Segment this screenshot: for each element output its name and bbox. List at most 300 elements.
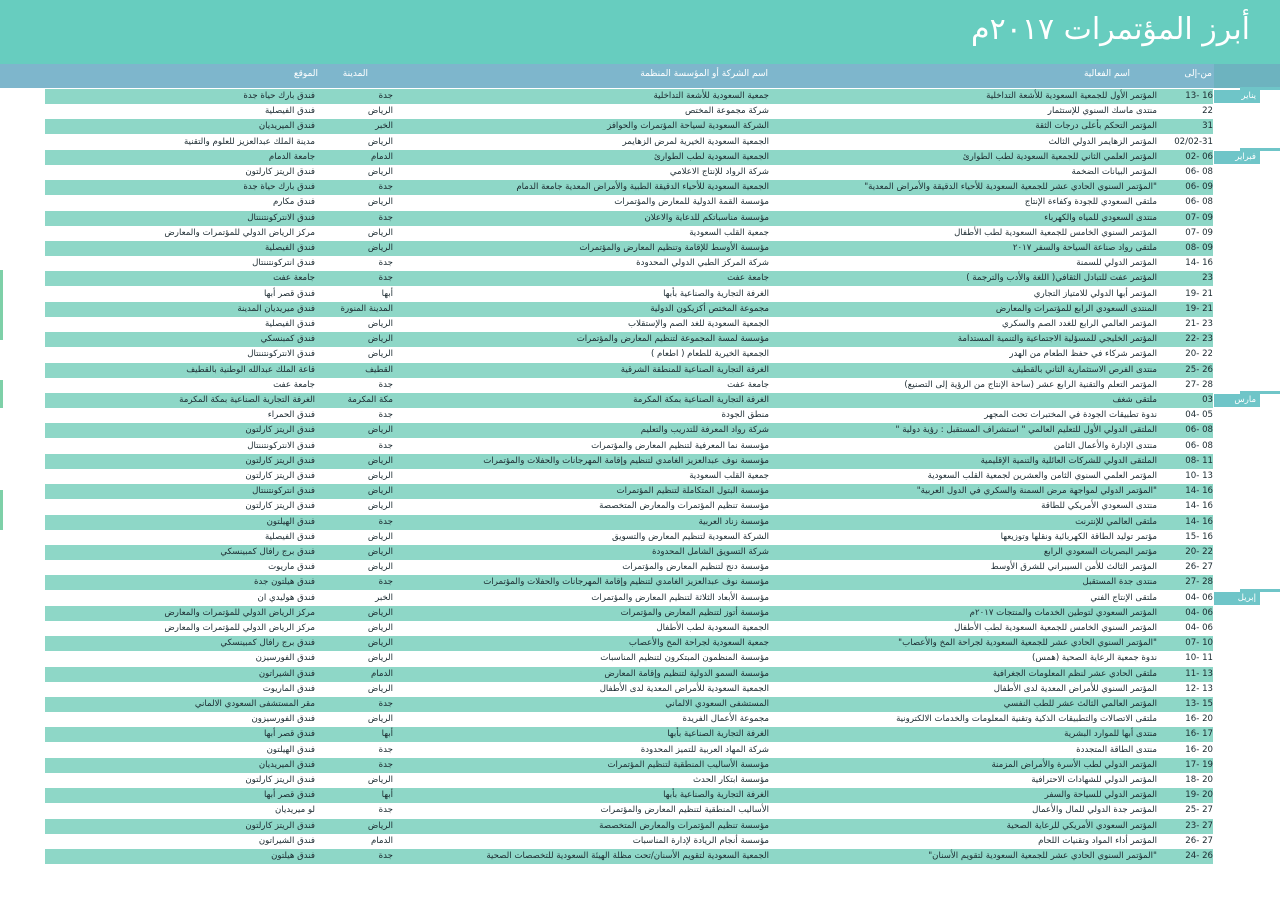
cell-venue: فندق الشيراتون xyxy=(258,668,315,679)
cell-date: 02/02-31 xyxy=(1174,136,1213,147)
cell-event: منتدى الطاقة المتجددة xyxy=(1076,744,1157,755)
cell-date: 16- 20 xyxy=(1185,714,1213,725)
cell-event: المؤتمر السنوي الخامس للجمعية السعودية لطب الأطفال xyxy=(954,623,1157,633)
cell-date: 20- 22 xyxy=(1185,547,1213,557)
cell-date: 07- 09 xyxy=(1185,212,1213,223)
cell-date: 23 xyxy=(1202,273,1213,284)
cell-city: الرياض xyxy=(367,562,393,573)
cell-event: منتدى ماسك السنوي للإستثمار xyxy=(1047,106,1157,117)
cell-org: مؤسسة الأوسط للإقامة وتنظيم المعارض والمؤتمرات xyxy=(579,243,769,253)
table-row xyxy=(45,834,1213,849)
cell-venue: فندق ماريوت xyxy=(268,562,315,573)
cell-org: مؤسسة تنظيم المؤتمرات والمعارض المتخصصة xyxy=(599,820,769,831)
month-label: إبريل xyxy=(1214,592,1260,605)
left-edge-mark xyxy=(0,490,3,530)
cell-org: جامعة عفت xyxy=(727,379,769,390)
cell-date: 14- 16 xyxy=(1185,486,1213,497)
cell-org: مؤسسة المنظمون المبتكرون لتنظيم المناسبات xyxy=(600,653,769,664)
cell-event: ملتقى شغف xyxy=(1112,395,1157,405)
cell-date: 16- 17 xyxy=(1185,729,1213,740)
cell-city: الرياض xyxy=(367,334,393,345)
cell-org: المستشفى السعودي الالماني xyxy=(665,699,769,709)
cell-date: 04- 06 xyxy=(1185,607,1213,618)
cell-venue: مركز الرياض الدولي للمؤتمرات والمعارض xyxy=(164,607,315,618)
cell-org: مؤسسة أنجام الريادة لإدارة المناسبات xyxy=(632,835,769,846)
cell-venue: فندق الريتز كارلتون xyxy=(245,167,315,177)
cell-city: الرياض xyxy=(367,197,393,208)
cell-city: أبها xyxy=(381,288,393,299)
month-divider xyxy=(1240,391,1280,394)
cell-org: مؤسسة القمة الدولية للمعارض والمؤتمرات xyxy=(614,197,769,208)
table-row xyxy=(45,271,1213,286)
cell-event: المؤتمر جدة الدولي للمال والأعمال xyxy=(1032,805,1157,816)
cell-org: الجمعية الخيرية للطعام ( اطعام ) xyxy=(650,349,769,360)
cell-org: مؤسسة ابتكار الحدث xyxy=(692,775,769,785)
cell-date: 23- 27 xyxy=(1185,820,1213,831)
table-row xyxy=(45,636,1213,651)
table-row xyxy=(45,287,1213,302)
cell-event: "المؤتمر السنوي الحادي عشر للجمعية السعودية لجراحة المخ والأعصاب" xyxy=(898,638,1157,649)
left-edge-mark xyxy=(0,270,3,340)
cell-venue: فندق الريتز كارلتون xyxy=(245,775,315,785)
cell-org: شركة الرواد للإنتاج الاعلامي xyxy=(669,167,769,177)
cell-city: جدة xyxy=(378,699,393,709)
table-row xyxy=(45,104,1213,119)
table-row xyxy=(45,591,1213,606)
cell-date: 17- 19 xyxy=(1185,759,1213,770)
cell-date: 25- 27 xyxy=(1185,805,1213,816)
cell-event: ندوة تطبيقات الجودة في المختبرات تحت المجهر xyxy=(984,410,1157,421)
cell-event: المؤتمر السنوي الخامس للجمعية السعودية لطب الأطفال xyxy=(954,227,1157,238)
cell-city: الرياض xyxy=(367,167,393,177)
cell-city: جدة xyxy=(378,410,393,421)
cell-city: الرياض xyxy=(367,653,393,664)
cell-venue: فندق الميريديان xyxy=(258,759,315,770)
cell-org: مؤسسة الأساليب المنطقية لتنظيم المؤتمرات xyxy=(607,759,769,770)
table-row xyxy=(45,575,1213,590)
cell-venue: فندق برج رافال كمبينسكي xyxy=(220,638,315,649)
cell-org: الغرفة التجارية الصناعية بمكة المكرمة xyxy=(633,395,769,405)
cell-venue: لو ميريديان xyxy=(275,805,315,816)
cell-city: الرياض xyxy=(367,547,393,557)
table-row xyxy=(45,651,1213,666)
cell-date: 22- 23 xyxy=(1185,334,1213,345)
cell-venue: فندق الانتركونتننتال xyxy=(247,349,315,360)
table-row xyxy=(45,560,1213,575)
cell-event: المؤتمر الأول للجمعية السعودية للأشعة التداخلية xyxy=(986,91,1157,101)
cell-event: ملتقى الحادي عشر لنظم المعلومات الجغرافية xyxy=(992,668,1157,679)
cell-city: الرياض xyxy=(367,607,393,618)
cell-event: المؤتمر البيانات الضخمة xyxy=(1071,167,1157,177)
cell-date: 21- 23 xyxy=(1185,319,1213,329)
cell-event: المؤتمر الدولي للشهادات الاحترافية xyxy=(1031,775,1157,785)
cell-org: جمعية السعودية للأشعة التداخلية xyxy=(653,91,769,101)
cell-org: شركة المهاد العربية للتميز المحدودة xyxy=(640,744,769,755)
cell-date: 10- 11 xyxy=(1185,653,1213,664)
header-city: المدينة xyxy=(342,69,368,79)
cell-org: الأساليب المنطقية لتنظيم المعارض والمؤتمرات xyxy=(600,805,769,816)
table-row xyxy=(45,317,1213,332)
cell-date: 22 xyxy=(1202,106,1213,117)
month-label: فبراير xyxy=(1214,151,1260,164)
cell-org: مؤسسة الأبعاد الثلاثة لتنظيم المعارض والمؤتمرات xyxy=(591,592,769,603)
cell-venue: مركز الرياض الدولي للمؤتمرات والمعارض xyxy=(164,623,315,633)
cell-event: الملتقى الدولي الأول للتعليم العالمي " استشراف المستقبل : رؤية دولية " xyxy=(895,425,1157,436)
cell-date: 11- 13 xyxy=(1185,668,1213,679)
cell-date: 25- 26 xyxy=(1185,364,1213,375)
table-row xyxy=(45,606,1213,621)
cell-event: ملتقى رواد صناعة السياحة والسفر ٢٠١٧ xyxy=(1012,243,1157,253)
cell-org: مؤسسة دنج لتنظيم المعارض والمؤتمرات xyxy=(622,562,769,573)
cell-date: 19- 21 xyxy=(1185,288,1213,299)
cell-date: 15- 16 xyxy=(1185,531,1213,542)
cell-event: ملتقى العالمي للإنترنت xyxy=(1075,516,1157,527)
cell-event: "المؤتمر الدولي لمواجهة مرض السمنة والسكري في الدول العربية" xyxy=(916,486,1157,497)
cell-city: الرياض xyxy=(367,471,393,481)
cell-city: الرياض xyxy=(367,531,393,542)
table-row xyxy=(45,667,1213,682)
cell-date: 06- 09 xyxy=(1185,182,1213,193)
header-org: اسم الشركة أو المؤسسة المنظمة xyxy=(640,69,768,79)
month-label: مارس xyxy=(1214,394,1260,407)
cell-event: المؤتمر الدولي للسياحة والسفر xyxy=(1044,790,1157,801)
cell-date: 20- 22 xyxy=(1185,349,1213,360)
cell-event: المؤتمر العالمي الثالث عشر للطب النفسي xyxy=(1003,699,1157,709)
cell-org: الجمعية السعودية لطب الطوارئ xyxy=(653,151,769,162)
table-row xyxy=(45,119,1213,134)
cell-org: مؤسسة نوف عبدالعزيز الغامدي لتنظيم وإقامة المهرجانات والحفلات والمؤتمرات xyxy=(483,455,769,466)
cell-event: المؤتمر أبها الدولي للامتياز التجاري xyxy=(1033,288,1157,299)
cell-venue: فندق بارك حياة جدة xyxy=(243,91,315,101)
cell-city: الرياض xyxy=(367,349,393,360)
table-row xyxy=(45,226,1213,241)
cell-city: الرياض xyxy=(367,243,393,253)
cell-event: ملتقى الاتصالات والتطبيقات الذكية وتقنية المعلومات والخدمات الالكترونية xyxy=(896,714,1157,725)
cell-org: مؤسسة نوف عبدالعزيز الغامدي لتنظيم وإقامة المهرجانات والحفلات والمؤتمرات xyxy=(483,577,769,588)
cell-date: 08- 11 xyxy=(1185,455,1213,466)
cell-venue: فندق الانتركونتننتال xyxy=(247,212,315,223)
cell-venue: جامعة عفت xyxy=(273,273,315,284)
cell-event: المؤتمر عفت للتبادل الثقافي( اللغة والأدب والترجمة ) xyxy=(966,273,1157,284)
table-row xyxy=(45,347,1213,362)
cell-venue: فندق الشيراتون xyxy=(258,835,315,846)
cell-org: جمعية السعودية لجراحة المخ والأعصاب xyxy=(628,638,769,649)
cell-org: مؤسسة مناسباتكم للدعاية والاعلان xyxy=(644,212,769,223)
cell-venue: فندق الفيصلية xyxy=(264,531,315,542)
cell-venue: فندق هيلتون xyxy=(271,851,315,861)
cell-date: 14- 16 xyxy=(1185,258,1213,269)
cell-city: مكة المكرمة xyxy=(347,395,393,405)
cell-org: الغرفة التجارية والصناعية بأبها xyxy=(663,790,769,801)
table-row xyxy=(45,530,1213,545)
cell-event: المؤتمر العالمي الرابع للغدد الصم والسكري xyxy=(1002,319,1157,329)
table-row xyxy=(45,241,1213,256)
cell-venue: فندق مكارم xyxy=(272,197,315,208)
cell-event: المنتدى السعودي الرابع للمؤتمرات والمعارض xyxy=(995,303,1157,314)
table-row xyxy=(45,195,1213,210)
cell-venue: جامعة عفت xyxy=(273,379,315,390)
cell-date: 13- 15 xyxy=(1185,699,1213,709)
cell-date: 08- 09 xyxy=(1185,243,1213,253)
cell-date: 12- 13 xyxy=(1185,683,1213,694)
cell-event: ملتقى السعودي للجودة وكفاءة الإنتاج xyxy=(1024,197,1157,208)
cell-date: 19- 20 xyxy=(1185,790,1213,801)
cell-event: مؤتمر توليد الطاقة الكهربائية ونقلها وتوزيعها xyxy=(1000,531,1157,542)
cell-event: منتدى الإدارة والأعمال الثامن xyxy=(1053,440,1157,451)
cell-venue: فندق الريتز كارلتون xyxy=(245,471,315,481)
cell-date: 13- 16 xyxy=(1185,91,1213,101)
table-row xyxy=(45,803,1213,818)
cell-city: جدة xyxy=(378,440,393,451)
table-row xyxy=(45,697,1213,712)
cell-event: "المؤتمر السنوي الحادي عشر للجمعية السعودية للأحياء الدقيقة والأمراض المعدية" xyxy=(864,182,1157,193)
cell-org: مؤسسة البتول المتكاملة لتنظيم المؤتمرات xyxy=(616,486,769,497)
cell-event: المؤتمر الثالث للأمن السيبراني للشرق الأوسط xyxy=(990,562,1157,573)
cell-city: الرياض xyxy=(367,136,393,147)
cell-org: شركة مجموعة المختص xyxy=(684,106,769,117)
cell-org: جمعية القلب السعودية xyxy=(689,227,769,238)
cell-org: مؤسسة زناد العربية xyxy=(698,516,769,527)
cell-org: مؤسسة أتوز لتنظيم المعارض والمؤتمرات xyxy=(620,607,769,618)
table-row xyxy=(45,758,1213,773)
page-title: أبرز المؤتمرات ٢٠١٧م xyxy=(971,12,1250,47)
cell-date: 02- 06 xyxy=(1185,151,1213,162)
cell-city: الرياض xyxy=(367,820,393,831)
table-row xyxy=(45,302,1213,317)
cell-city: الرياض xyxy=(367,683,393,694)
header-date: من-إلى xyxy=(1184,69,1212,79)
cell-city: المدينة المنورة xyxy=(340,303,393,314)
table-row xyxy=(45,621,1213,636)
month-divider xyxy=(1240,87,1280,90)
cell-city: جدة xyxy=(378,91,393,101)
cell-venue: فندق الريتز كارلتون xyxy=(245,455,315,466)
cell-city: جدة xyxy=(378,759,393,770)
cell-venue: فندق الماريوت xyxy=(262,683,315,694)
cell-date: 26- 27 xyxy=(1185,835,1213,846)
cell-venue: فندق قصر أبها xyxy=(263,288,315,299)
header-corner xyxy=(1214,64,1280,88)
cell-city: الدمام xyxy=(370,151,393,162)
cell-org: جمعية القلب السعودية xyxy=(689,471,769,481)
cell-org: مؤسسة نما المعرفية لتنظيم المعارض والمؤتمرات xyxy=(591,440,769,451)
cell-city: الرياض xyxy=(367,486,393,497)
cell-city: الرياض xyxy=(367,455,393,466)
cell-venue: مركز الرياض الدولي للمؤتمرات والمعارض xyxy=(164,227,315,238)
cell-event: المؤتمر التحكم بأعلى درجات الثقة xyxy=(1035,121,1157,132)
cell-event: مؤتمر البصريات السعودي الرابع xyxy=(1043,547,1157,557)
cell-city: جدة xyxy=(378,516,393,527)
table-header xyxy=(0,64,1280,88)
cell-date: 07- 09 xyxy=(1185,227,1213,238)
cell-venue: جامعة الدمام xyxy=(268,151,315,162)
cell-date: 27- 28 xyxy=(1185,379,1213,390)
cell-city: جدة xyxy=(378,258,393,269)
table-row xyxy=(45,135,1213,150)
cell-date: 19- 21 xyxy=(1185,303,1213,314)
cell-date: 06- 08 xyxy=(1185,197,1213,208)
cell-org: الشركة السعودية لتنظيم المعارض والتسويق xyxy=(612,531,769,542)
month-divider xyxy=(1240,148,1280,151)
cell-date: 24- 26 xyxy=(1185,851,1213,861)
cell-event: ملتقى الإنتاج الفني xyxy=(1090,592,1157,603)
table-row xyxy=(45,423,1213,438)
cell-city: جدة xyxy=(378,851,393,861)
cell-city: جدة xyxy=(378,744,393,755)
cell-date: 14- 16 xyxy=(1185,501,1213,512)
table-row xyxy=(45,499,1213,514)
cell-city: الدمام xyxy=(370,835,393,846)
cell-venue: فندق الميريديان xyxy=(258,121,315,132)
cell-event: المؤتمر العلمي السنوي الثامن والعشرين لجمعية القلب السعودية xyxy=(927,471,1157,481)
cell-org: الشركة السعودية لسياحة المؤتمرات والحوافز xyxy=(607,121,769,132)
cell-org: الغرفة التجارية الصناعية للمنطقة الشرقية xyxy=(620,364,769,375)
table-row xyxy=(45,363,1213,378)
cell-venue: فندق الهيلتون xyxy=(266,744,315,755)
month-divider xyxy=(1240,589,1280,592)
table-row xyxy=(45,773,1213,788)
cell-date: 07- 10 xyxy=(1185,638,1213,649)
cell-venue: فندق هيلتون جدة xyxy=(254,577,315,588)
cell-org: مؤسسة لمسة المجموعة لتنظيم المعارض والمؤتمرات xyxy=(576,334,769,345)
cell-date: 27- 28 xyxy=(1185,577,1213,588)
cell-venue: فندق انتركونتننتال xyxy=(252,486,315,497)
cell-date: 06- 08 xyxy=(1185,440,1213,451)
cell-date: 26- 27 xyxy=(1185,562,1213,573)
cell-date: 10- 13 xyxy=(1185,471,1213,481)
cell-event: منتدى السعودي للمياه والكهرباء xyxy=(1044,212,1157,223)
cell-city: الرياض xyxy=(367,501,393,512)
cell-org: مؤسسة تنظيم المؤتمرات والمعارض المتخصصة xyxy=(599,501,769,512)
cell-venue: فندق الريتز كارلتون xyxy=(245,820,315,831)
cell-city: الرياض xyxy=(367,638,393,649)
cell-venue: فندق الفيصلية xyxy=(264,106,315,117)
cell-org: الغرفة التجارية الصناعية بأبها xyxy=(667,729,769,740)
cell-event: منتدى السعودي الأمريكي للطاقة xyxy=(1041,501,1157,512)
cell-venue: مدينة الملك عبدالعزيز للعلوم والتقنية xyxy=(183,136,315,147)
cell-org: الغرفة التجارية والصناعية بأبها xyxy=(663,288,769,299)
cell-org: الجمعية السعودية لطب الأطفال xyxy=(656,623,769,633)
cell-venue: فندق كمبنسكي xyxy=(260,334,315,345)
cell-venue: فندق بارك حياة جدة xyxy=(243,182,315,193)
cell-city: الرياض xyxy=(367,714,393,725)
cell-city: جدة xyxy=(378,379,393,390)
cell-venue: فندق برج رافال كمبينسكي xyxy=(220,547,315,557)
cell-org: مجموعة المختص أكزيكون الدولية xyxy=(650,303,769,314)
cell-venue: فندق الريتز كارلتون xyxy=(245,501,315,512)
cell-org: الجمعية السعودية للغد الصم والإستقلاب xyxy=(628,319,769,329)
cell-venue: فندق قصر أبها xyxy=(263,790,315,801)
cell-city: الرياض xyxy=(367,623,393,633)
cell-org: الجمعية السعودية للأحياء الدقيقة الطبية والأمراض المعدية جامعة الدمام xyxy=(516,182,769,193)
cell-venue: فندق الحمراء xyxy=(267,410,315,421)
table-row xyxy=(45,150,1213,165)
month-label: يناير xyxy=(1214,90,1260,103)
cell-venue: الغرفة التجارية الصناعية بمكة المكرمة xyxy=(179,395,315,405)
cell-venue: فندق الفورسيزون xyxy=(251,714,315,725)
cell-event: منتدى الفرص الاستثمارية الثاني بالقطيف xyxy=(1011,364,1157,375)
cell-date: 04- 06 xyxy=(1185,623,1213,633)
table-row xyxy=(45,515,1213,530)
cell-event: المؤتمر أداء المواد وتقنيات اللحام xyxy=(1038,835,1157,846)
table-row xyxy=(45,454,1213,469)
cell-org: الجمعية السعودية للأمراض المعدية لدى الأطفال xyxy=(599,683,769,694)
cell-org: منطق الجودة xyxy=(721,410,769,421)
cell-date: 04- 05 xyxy=(1185,410,1213,421)
table-row xyxy=(45,408,1213,423)
cell-city: جدة xyxy=(378,577,393,588)
cell-venue: فندق انتركونتننتال xyxy=(252,258,315,269)
cell-event: منتدى أبها للموارد البشرية xyxy=(1064,729,1157,740)
cell-event: الملتقى الدولي للشركات العائلية والتنمية الإقليمية xyxy=(980,455,1157,466)
cell-date: 06- 08 xyxy=(1185,167,1213,177)
cell-event: المؤتمر شركاء في حفظ الطعام من الهدر xyxy=(1009,349,1157,360)
cell-city: جدة xyxy=(378,182,393,193)
header-venue: الموقع xyxy=(293,69,318,79)
cell-event: المؤتمر التعلم والتقنية الرابع عشر (ساحة الإنتاج من الرؤية إلى التصنيع) xyxy=(904,379,1157,390)
cell-event: المؤتمر الدولي للسمنة xyxy=(1076,258,1157,269)
cell-venue: فندق قصر أبها xyxy=(263,729,315,740)
cell-venue: فندق الهيلتون xyxy=(266,516,315,527)
cell-venue: فندق الفيصلية xyxy=(264,319,315,329)
cell-event: المؤتمر العلمي الثاني للجمعية السعودية لطب الطوارئ xyxy=(962,151,1157,162)
cell-org: مجموعة الأعمال الفريدة xyxy=(682,714,769,725)
cell-event: المؤتمر الخليجي للمسؤلية الاجتماعية والتنمية المستدامة xyxy=(957,334,1157,345)
cell-date: 06- 08 xyxy=(1185,425,1213,436)
table-row xyxy=(45,469,1213,484)
table-row xyxy=(45,439,1213,454)
cell-city: الرياض xyxy=(367,106,393,117)
cell-date: 14- 16 xyxy=(1185,516,1213,527)
cell-city: القطيف xyxy=(365,364,393,375)
cell-city: الخبر xyxy=(375,121,393,132)
cell-date: 31 xyxy=(1202,121,1213,132)
cell-org: شركة التسويق الشامل المحدودة xyxy=(651,547,769,557)
cell-city: جدة xyxy=(378,805,393,816)
cell-city: جدة xyxy=(378,273,393,284)
cell-org: مؤسسة السمو الدولية لتنظيم وإقامة المعارض xyxy=(604,668,769,679)
cell-venue: فندق الانتركونتننتال xyxy=(247,440,315,451)
cell-event: منتدى جدة المستقبل xyxy=(1082,577,1157,588)
left-edge-mark xyxy=(0,380,3,408)
cell-date: 03 xyxy=(1202,395,1213,405)
cell-event: ندوة جمعية الرعاية الصحية (همس) xyxy=(1032,653,1157,664)
table-row xyxy=(45,712,1213,727)
cell-org: شركة المركز الطبي الدولي المحدودة xyxy=(636,258,769,269)
cell-city: أبها xyxy=(381,790,393,801)
cell-event: المؤتمر السعودي الأمريكي للرعاية الصحية xyxy=(1006,820,1157,831)
cell-org: الجمعية السعودية لتقويم الأسنان/تحت مظلة الهيئة السعودية للتخصصات الصحية xyxy=(486,851,769,861)
table-row xyxy=(45,165,1213,180)
cell-venue: فندق الفورسيزن xyxy=(255,653,315,664)
title-banner xyxy=(0,0,1280,64)
cell-event: المؤتمر الدولي لطب الأسرة والأمراض المزمنة xyxy=(991,759,1157,770)
cell-org: جامعة عفت xyxy=(727,273,769,284)
table-row xyxy=(45,484,1213,499)
table-row xyxy=(45,256,1213,271)
cell-city: جدة xyxy=(378,212,393,223)
cell-org: شركة رواد المعرفة للتدريب والتعليم xyxy=(640,425,769,436)
table-row xyxy=(45,788,1213,803)
table-row xyxy=(45,89,1213,104)
cell-event: "المؤتمر السنوي الحادي عشر للجمعية السعودية لتقويم الأسنان" xyxy=(928,851,1157,861)
cell-venue: فندق الفيصلية xyxy=(264,243,315,253)
cell-venue: مقر المستشفى السعودي الالماني xyxy=(194,699,315,709)
cell-event: المؤتمر الزهايمر الدولي الثالث xyxy=(1048,136,1157,147)
table-row xyxy=(45,682,1213,697)
cell-city: الرياض xyxy=(367,775,393,785)
cell-venue: فندق ميريديان المدينة xyxy=(237,303,315,314)
